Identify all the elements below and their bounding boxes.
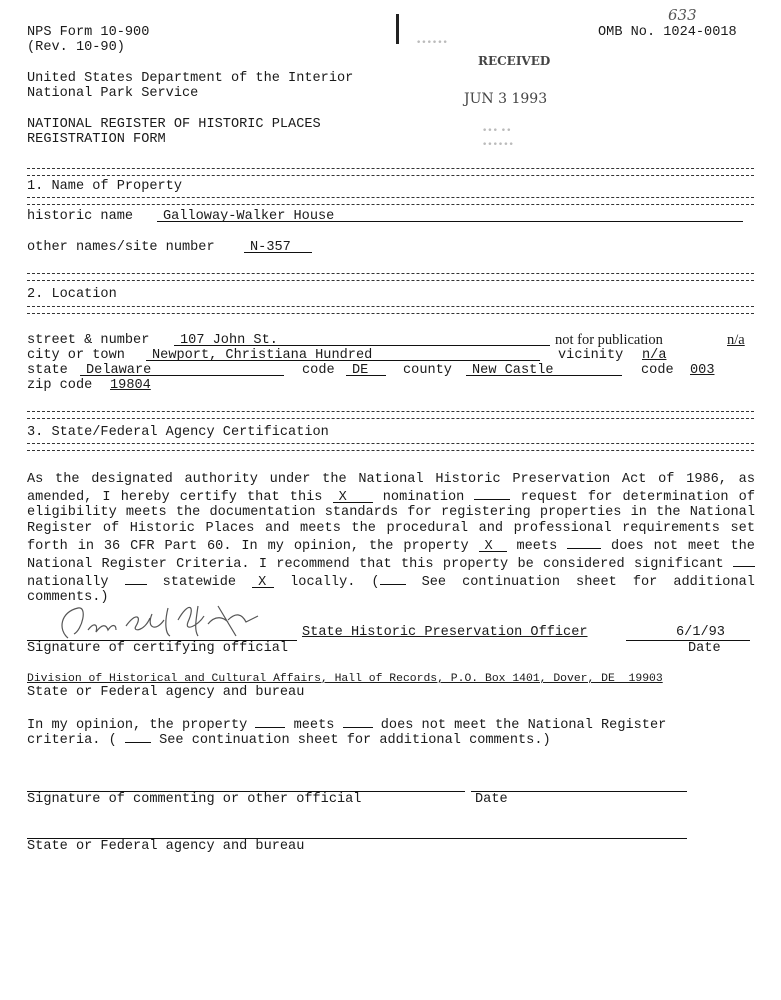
comment-signature-label: Signature of commenting or other official — [27, 792, 362, 807]
street-label: street & number — [27, 333, 150, 348]
agency-label: State or Federal agency and bureau — [27, 685, 305, 700]
county-field[interactable] — [466, 363, 622, 378]
state-label: state — [27, 363, 68, 378]
certification-paragraph: As the designated authority under the National Historic Preservation Act of 1986, as amended, I hereby certify that this X nomination request for determination of eligibility meets the documentation standards for registering properties in the National Register of Historic Places and meets the procedural and professional requirements set forth in 36 CFR Part 60. In my opinion, the property X meets does not meet the National Register Criteria. I recommend that this property be considered significant nationally statewide X locally. ( See continuation sheet for additional comments.) — [27, 472, 756, 606]
nomination-checkbox[interactable]: X — [333, 490, 373, 503]
continuation-checkbox-2[interactable] — [125, 730, 151, 743]
other-names-label: other names/site number — [27, 240, 215, 255]
locally-checkbox[interactable]: X — [252, 575, 274, 588]
state-code-label: code — [302, 363, 335, 378]
city-label: city or town — [27, 348, 125, 363]
statewide-checkbox[interactable] — [125, 572, 147, 585]
nationally-checkbox[interactable] — [733, 554, 755, 567]
register-title-1: NATIONAL REGISTER OF HISTORIC PLACES — [27, 117, 321, 132]
state-value: Delaware — [80, 363, 284, 376]
state-code-value: DE — [346, 363, 386, 376]
vicinity-label: vicinity — [558, 348, 624, 363]
opinion-meets-checkbox[interactable] — [255, 715, 285, 728]
county-code-value[interactable]: 003 — [690, 363, 715, 378]
register-title-2: REGISTRATION FORM — [27, 132, 166, 147]
faint-stamp-text: •••••• — [416, 38, 448, 48]
other-names-field[interactable] — [244, 240, 312, 255]
officer-title: State Historic Preservation Officer — [302, 625, 588, 640]
comment-agency-label: State or Federal agency and bureau — [27, 839, 305, 854]
section-rule — [27, 443, 754, 451]
section-2-heading: 2. Location — [27, 287, 117, 302]
date-label: Date — [688, 641, 721, 656]
section-rule — [27, 197, 754, 205]
section-1-heading: 1. Name of Property — [27, 179, 182, 194]
county-value: New Castle — [466, 363, 622, 376]
county-label: county — [403, 363, 452, 378]
opinion-line-2: criteria. ( See continuation sheet for additional comments.) — [27, 730, 551, 748]
street-field[interactable] — [174, 333, 550, 348]
not-for-publication-value[interactable]: n/a — [727, 332, 745, 348]
zip-label: zip code — [27, 378, 93, 393]
state-field[interactable] — [80, 363, 284, 378]
state-code-field[interactable] — [346, 363, 386, 378]
city-value: Newport, Christiana Hundred — [146, 348, 540, 361]
department-line-1: United States Department of the Interior — [27, 71, 354, 86]
opinion-line-1: In my opinion, the property meets does not meet the National Register — [27, 715, 666, 733]
meets-checkbox[interactable]: X — [479, 539, 507, 552]
zip-value[interactable]: 19804 — [110, 378, 151, 393]
agency-name: Division of Historical and Cultural Affairs, Hall of Records, P.O. Box 1401, Dover, DE 19903 — [27, 673, 663, 685]
form-revision: (Rev. 10-90) — [27, 40, 125, 55]
historic-name-value: Galloway-Walker House — [157, 209, 743, 222]
department-line-2: National Park Service — [27, 86, 199, 101]
section-rule — [27, 273, 754, 281]
historic-name-label: historic name — [27, 209, 134, 224]
city-field[interactable] — [146, 348, 540, 363]
received-stamp-date: JUN 3 1993 — [464, 91, 548, 107]
handwritten-signature — [48, 600, 278, 644]
not-for-publication-label: not for publication — [555, 332, 663, 348]
signature-date: 6/1/93 — [676, 625, 725, 640]
other-names-value: N-357 — [244, 240, 312, 253]
faint-stamp-text-3: •••••• — [482, 140, 514, 150]
omb-number: OMB No. 1024-0018 — [598, 25, 737, 40]
faint-stamp-text-2: ••• •• — [482, 126, 512, 136]
street-value: 107 John St. — [174, 333, 550, 346]
county-code-label: code — [641, 363, 674, 378]
handwritten-number: 633 — [668, 6, 697, 24]
signature-label: Signature of certifying official — [27, 641, 289, 656]
section-3-heading: 3. State/Federal Agency Certification — [27, 425, 329, 440]
form-number: NPS Form 10-900 — [27, 25, 150, 40]
received-stamp: RECEIVED — [478, 54, 551, 68]
section-rule — [27, 168, 754, 176]
request-checkbox[interactable] — [474, 487, 510, 500]
section-rule — [27, 411, 754, 419]
comment-date-label: Date — [475, 792, 508, 807]
continuation-checkbox-1[interactable] — [380, 572, 406, 585]
historic-name-field[interactable] — [157, 209, 743, 224]
binding-mark — [396, 14, 399, 44]
does-not-meet-checkbox[interactable] — [567, 536, 601, 549]
section-rule — [27, 306, 754, 314]
vicinity-value[interactable]: n/a — [642, 348, 667, 363]
opinion-does-not-meet-checkbox[interactable] — [343, 715, 373, 728]
